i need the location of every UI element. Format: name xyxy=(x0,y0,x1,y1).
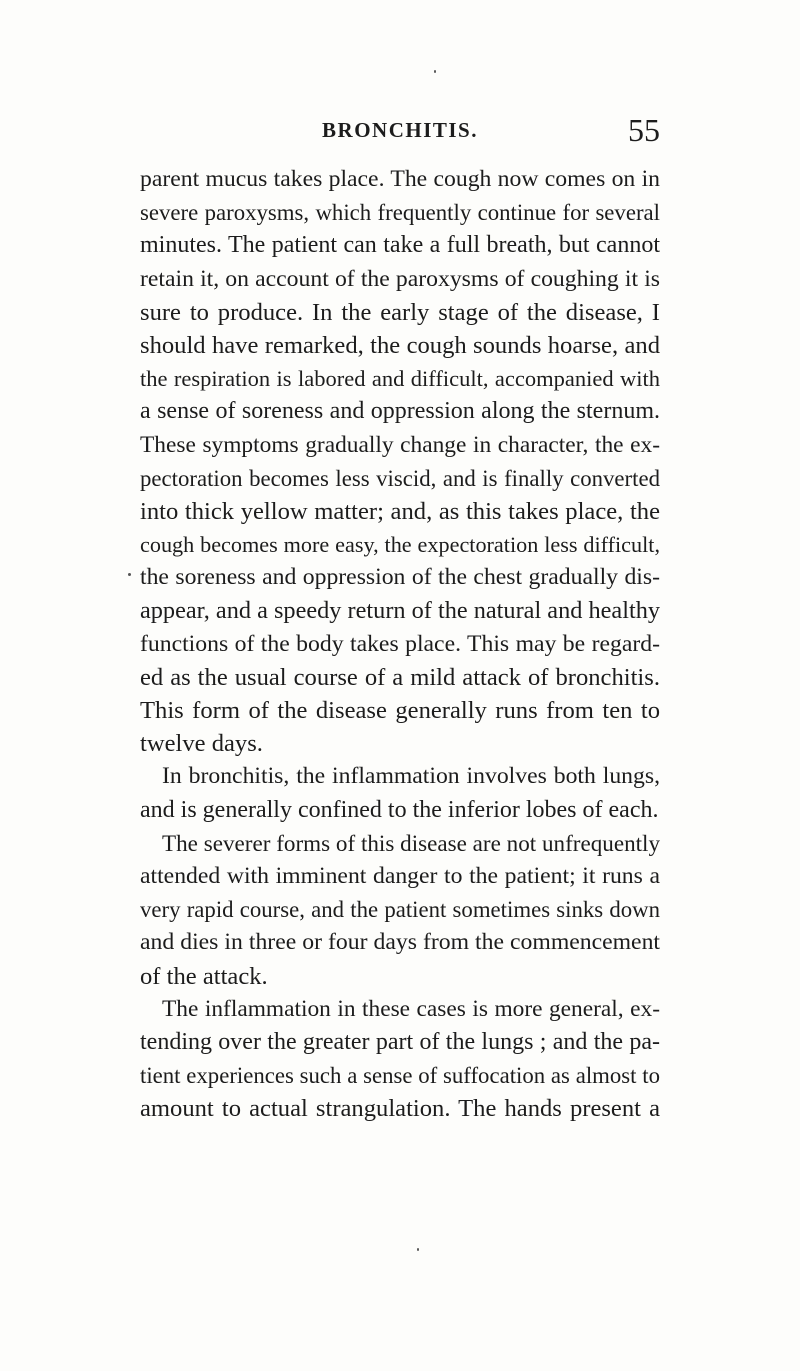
text-line: appear, and a speedy return of the natural and healthy xyxy=(140,597,660,625)
text-line: the respiration is labored and difficult, accompanied with xyxy=(140,366,660,392)
text-line: and is generally confined to the inferior lobes of each. xyxy=(140,796,659,823)
text-line: cough becomes more easy, the expectoration less difficult, xyxy=(140,532,660,558)
text-line: The severer forms of this disease are not unfrequently xyxy=(162,829,660,856)
page-number: 55 xyxy=(628,112,660,148)
text-line: tending over the greater part of the lungs ; and the pa- xyxy=(140,1028,660,1055)
text-line: into thick yellow matter; and, as this takes place, the xyxy=(140,497,660,525)
text-line: In bronchitis, the inflammation involves both lungs, xyxy=(162,763,660,790)
text-line: This form of the disease generally runs from ten to xyxy=(140,697,660,724)
text-line: attended with imminent danger to the patient; it runs a xyxy=(140,862,660,889)
scan-speck xyxy=(128,573,131,576)
text-line: very rapid course, and the patient sometimes sinks down xyxy=(140,897,660,923)
text-line: the soreness and oppression of the chest gradually dis- xyxy=(140,564,660,591)
running-title: BRONCHITIS. xyxy=(322,118,478,142)
text-line: should have remarked, the cough sounds hoarse, and xyxy=(140,331,660,359)
text-line: ed as the usual course of a mild attack of bronchitis. xyxy=(140,663,660,691)
text-line: functions of the body takes place. This may be regard- xyxy=(140,630,660,657)
text-line: sure to produce. In the early stage of the disease, I xyxy=(140,298,660,326)
text-line: a sense of soreness and oppression along the sternum. xyxy=(140,398,660,425)
text-line: These symptoms gradually change in character, the ex- xyxy=(140,431,660,458)
running-head xyxy=(140,112,660,148)
text-line: tient experiences such a sense of suffocation as almost to xyxy=(140,1063,660,1089)
text-line: parent mucus takes place. The cough now comes on in xyxy=(140,166,660,192)
text-line: amount to actual strangulation. The hands present a xyxy=(140,1095,660,1123)
text-line: twelve days. xyxy=(140,730,263,758)
text-line: The inflammation in these cases is more general, ex- xyxy=(162,995,660,1022)
text-line: retain it, on account of the paroxysms of coughing it is xyxy=(140,265,660,292)
text-line: of the attack. xyxy=(140,962,268,990)
text-line: severe paroxysms, which frequently continue for several xyxy=(140,200,660,226)
scan-speck xyxy=(434,70,436,73)
text-line: minutes. The patient can take a full breath, but cannot xyxy=(140,232,660,259)
text-line: pectoration becomes less viscid, and is finally converted xyxy=(140,465,660,491)
body-text xyxy=(140,163,660,1125)
scan-speck xyxy=(417,1248,419,1251)
text-line: and dies in three or four days from the commencement xyxy=(140,929,660,956)
